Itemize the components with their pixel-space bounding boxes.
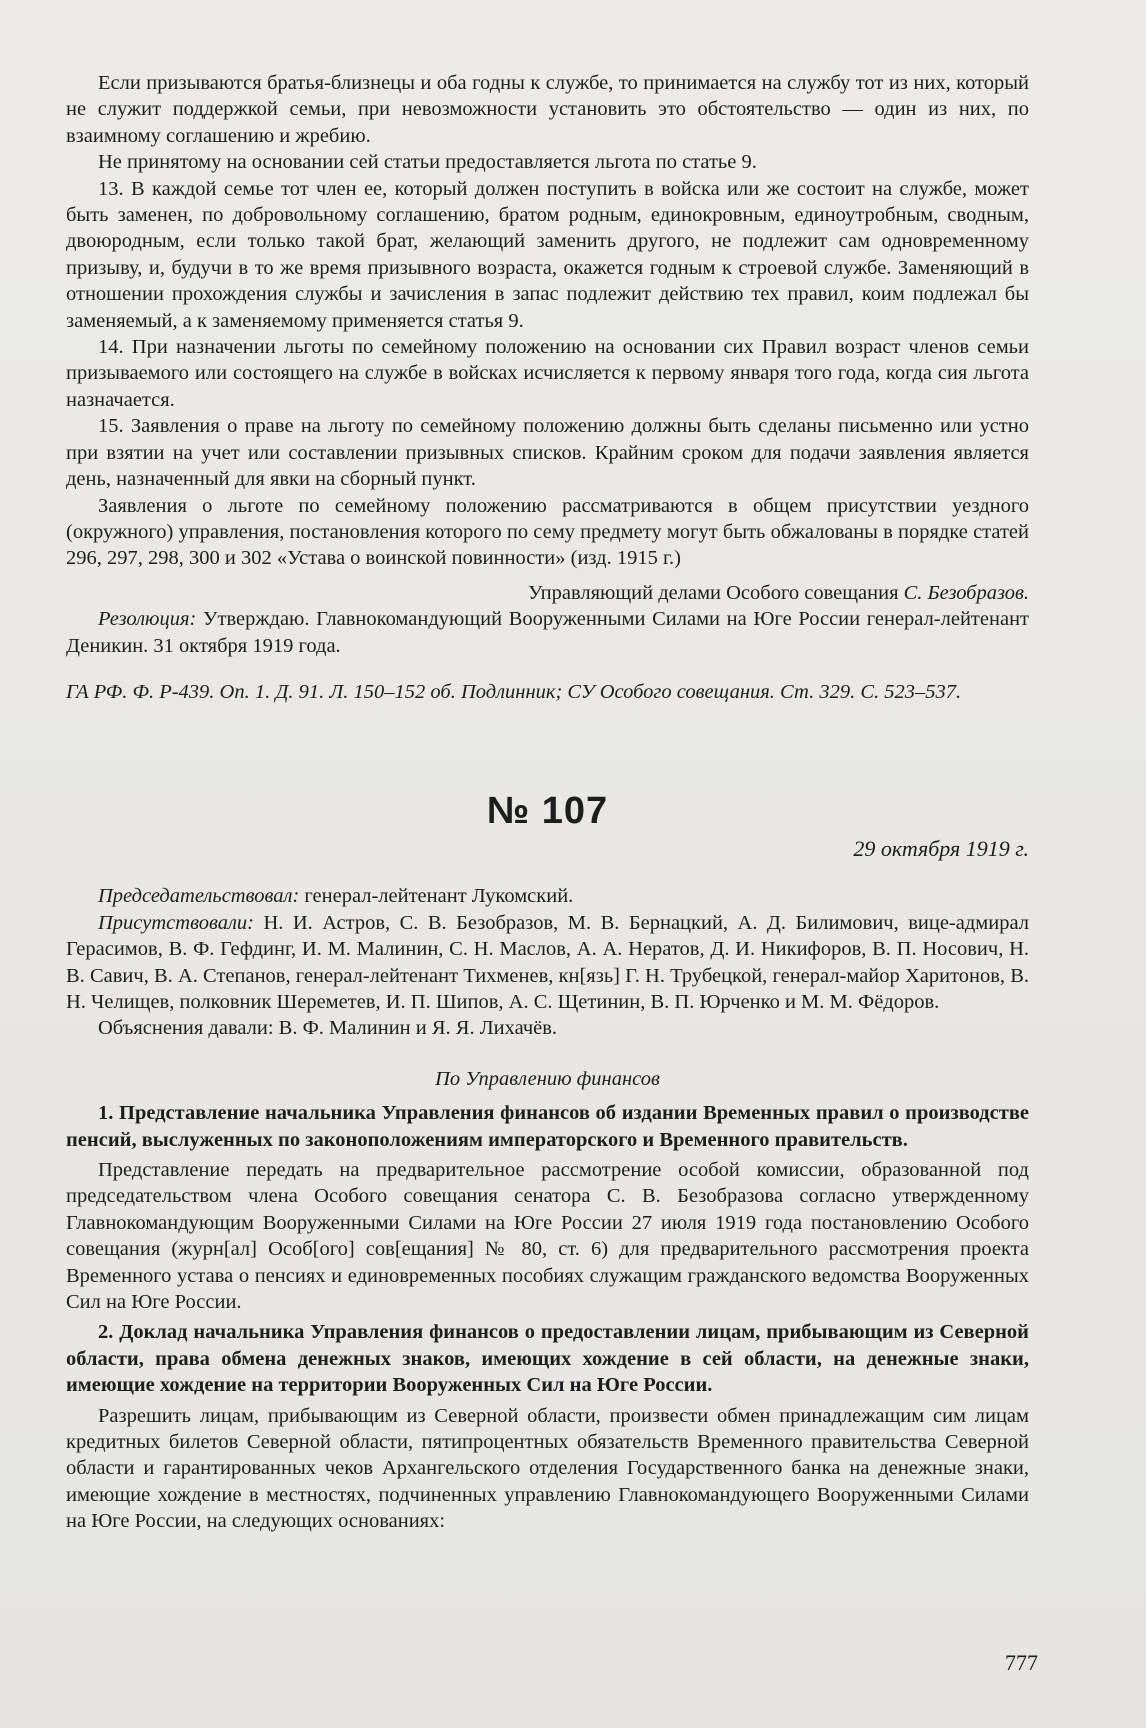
signature-name: С. Безобразов. [903,581,1029,604]
paragraph-article-14: 14. При назначении льготы по семейному положению на основании сих Правил возраст членов семьи призываемого или состоящего на службе в войсках исчисляется к первому января того года, когда сия льгота назначается. [66,336,1029,411]
item-1-title: 1. Представление начальника Управления финансов об издании Временных правил о производстве пенсий, выслуженных по законоположениям императорского и Временного правительств. [66,1102,1029,1151]
item-2-title: 2. Доклад начальника Управления финансов о предоставлении лицам, прибывающим из Северной области, права обмена денежных знаков, имеющих хождение в сей области, на денежные знаки, имеющие хождение на территории Вооруженных Сил на Юге России. [66,1321,1029,1397]
item-1-body: Представление передать на предварительное рассмотрение особой комиссии, образованной под председательством члена Особого совещания сенатора С. В. Безобразова согласно утвержденному Главнокомандующим Вооруженными Силами на Юге России 27 июля 1919 года постановлению Особого совещания (журн[ал] Особ[ого] сов[ещания] № 80, ст. 6) для предварительного рассмотрения проекта Временного устава о пенсиях и единовременных пособиях служащим гражданского ведомства Вооруженных Сил на Юге России. [66,1159,1029,1314]
signature-line [66,580,1029,606]
chairman-line [66,883,1029,909]
paragraph-article-15: 15. Заявления о праве на льготу по семейному положению должны быть сделаны письменно или устно при взятии на учет или составлении призывных списков. Крайним сроком для подачи заявления является день, назначенный для явки на сборный пункт. [66,415,1029,491]
attendees-text: Н. И. Астров, С. В. Безобразов, М. В. Бернацкий, А. Д. Билимович, вице-адмирал Герасимов, В. Ф. Гефдинг, И. М. Малинин, С. Н. Маслов, А. А. Нератов, Д. И. Никифоров, В. П. Носович, Н. В. Савич, В. А. Степанов, генерал-лейтенант Тихменев, кн[язь] Г. Н. Трубецкой, генерал-майор Харитонов, В. Н. Челищев, полковник Шереметев, И. П. Шипов, А. С. Щетинин, В. П. Юрченко и М. М. Фёдоров. [66,911,1029,1013]
chairman-text: генерал-лейтенант Лукомский. [299,885,574,908]
paragraph-twins: Если призываются братья-близнецы и оба годны к службе, то принимается на службу тот из них, который не служит поддержкой семьи, при невозможности установить это обстоятельство — один из них, по взаимному соглашению и жребию. [66,72,1029,147]
resolution [66,606,1029,659]
section-heading: По Управлению финансов [435,1067,660,1090]
paragraph-benefit-art9: Не принятому на основании сей статьи предоставляется льгота по статье 9. [98,151,757,174]
attendees-list [66,910,1029,1016]
paragraph-appeals: Заявления о льготе по семейному положению рассматриваются в общем присутствии уездного (окружного) управления, постановления которого по сему предмету могут быть обжалованы в порядке статей 296, 297, 298, 300 и 302 «Устава о воинской повинности» (изд. 1915 г.) [66,494,1029,570]
document-date: 29 октября 1919 г. [853,836,1029,862]
attendees-label: Присутствовали: [98,911,254,934]
resolution-text: Утверждаю. Главнокомандующий Вооруженными Силами на Юге России генерал-лейтенант Деникин. 31 октября 1919 года. [66,608,1029,657]
page-content [66,70,1029,1535]
item-2-body: Разрешить лицам, прибывающим из Северной области, произвести обмен принадлежащим сим лицам кредитных билетов Северной области, пятипроцентных обязательств Временного правительства Северной области и гарантированных чеков Архангельского отделения Государственного банка на денежные знаки, имеющие хождение в местностях, подчиненных управлению Главнокомандующего Вооруженными Силами на Юге России, на следующих основаниях: [66,1404,1029,1533]
explanations-line: Объяснения давали: В. Ф. Малинин и Я. Я. Лихачёв. [98,1017,558,1040]
resolution-label: Резолюция: [98,608,197,631]
document-number: № 107 [486,790,609,833]
signature-text: Управляющий делами Особого совещания [527,581,904,604]
chairman-label: Председательствовал: [98,885,300,908]
paragraph-article-13: 13. В каждой семье тот член ее, который должен поступить в войска или же состоит на службе, может быть заменен, по добровольному соглашению, братом родным, единокровным, единоутробным, сводным, двоюродным, если только такой брат, желающий заменить другого, не подлежит сам одновременному призыву, и, будучи в то же время призывного возраста, окажется годным к строевой службе. Заменяющий в отношении прохождения службы и зачисления в запас подлежит действию тех правил, коим подлежал бы заменяемый, а к заменяемому применяется статья 9. [66,177,1029,332]
page-number: 777 [1005,1650,1038,1675]
archive-source: ГА РФ. Ф. Р-439. Оп. 1. Д. 91. Л. 150–152 об. Подлинник; СУ Особого совещания. Ст. 329. С. 523–537. [66,680,962,703]
